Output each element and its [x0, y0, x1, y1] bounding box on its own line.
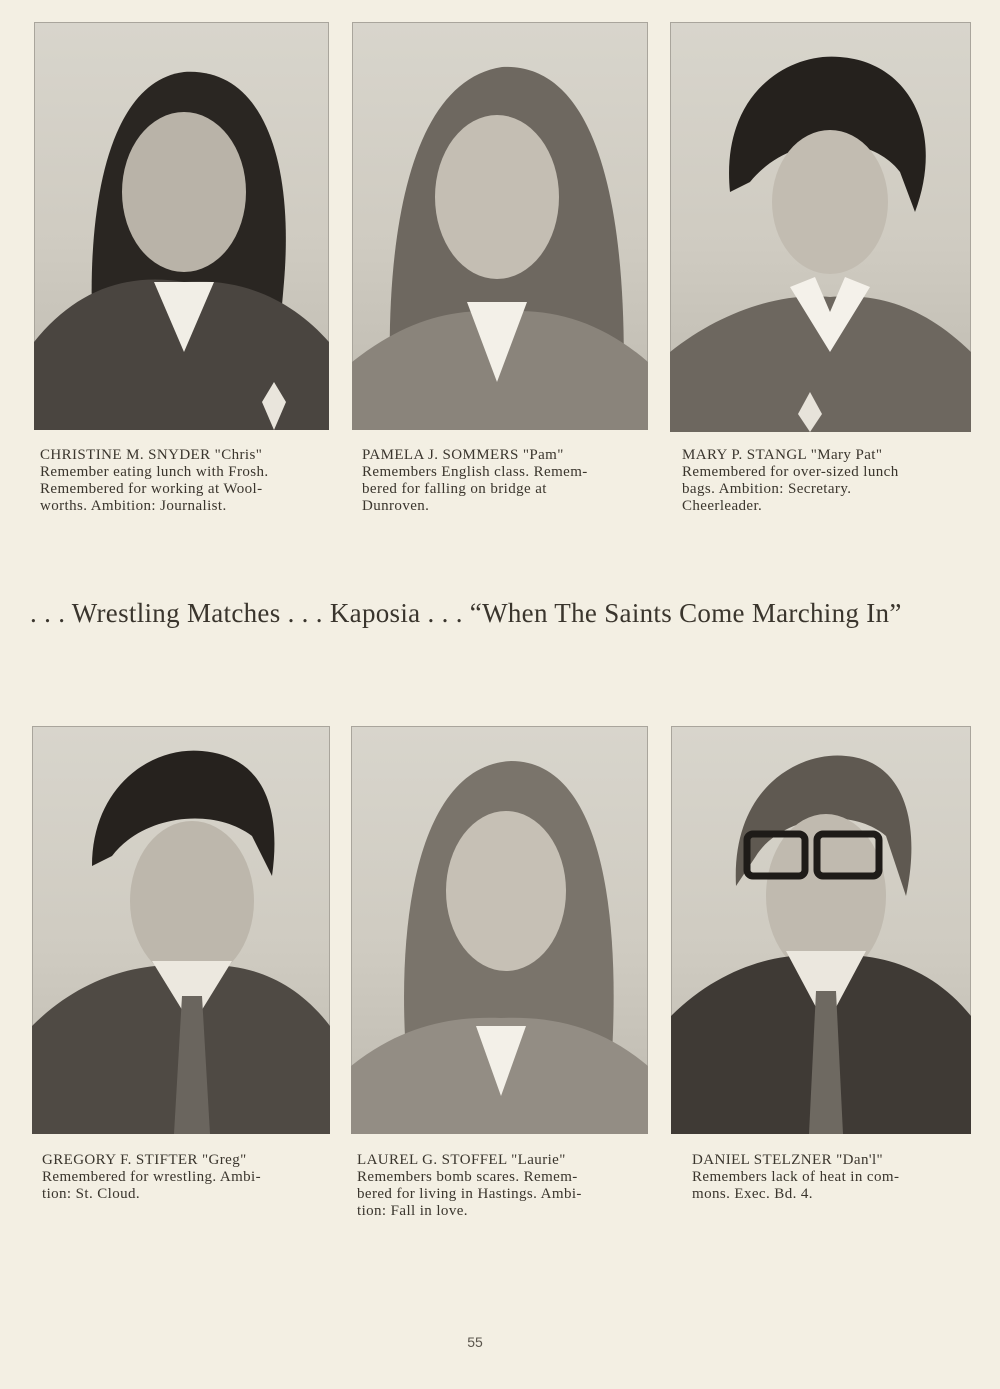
caption-line: mons. Exec. Bd. 4. [692, 1186, 813, 1202]
caption-line: tion: Fall in love. [357, 1203, 468, 1219]
student-name: CHRISTINE M. SNYDER "Chris" [40, 447, 263, 463]
caption-line: Dunroven. [362, 498, 430, 514]
portrait-photo-mary-stangl [670, 22, 971, 432]
caption-mary-stangl [682, 447, 982, 515]
caption-pamela-sommers [362, 447, 662, 515]
portrait-photo-christine-snyder [34, 22, 329, 430]
caption-laurel-stoffel [357, 1152, 657, 1220]
student-name: LAUREL G. STOFFEL "Laurie" [357, 1152, 566, 1168]
caption-line: Remembered for over-sized lunch [682, 464, 899, 480]
headline-quote: . . . Wrestling Matches . . . Kaposia . . . “When The Saints Come Marching In” [30, 598, 902, 628]
portrait-photo-gregory-stifter [32, 726, 330, 1134]
portrait-photo-laurel-stoffel [351, 726, 648, 1134]
caption-line: bered for falling on bridge at [362, 481, 547, 497]
caption-line: Remembers lack of heat in com- [692, 1169, 900, 1185]
student-name: MARY P. STANGL "Mary Pat" [682, 447, 883, 463]
caption-line: bags. Ambition: Secretary. [682, 481, 852, 497]
caption-line: tion: St. Cloud. [42, 1186, 141, 1202]
student-name: DANIEL STELZNER "Dan'l" [692, 1152, 884, 1168]
caption-line: Remembered for working at Wool- [40, 481, 263, 497]
caption-line: Remembered for wrestling. Ambi- [42, 1169, 262, 1185]
caption-gregory-stifter [42, 1152, 342, 1203]
student-name: PAMELA J. SOMMERS "Pam" [362, 447, 564, 463]
caption-daniel-stelzner [692, 1152, 992, 1203]
caption-line: bered for living in Hastings. Ambi- [357, 1186, 582, 1202]
caption-christine-snyder [40, 447, 340, 515]
portrait-photo-pamela-sommers [352, 22, 648, 430]
caption-line: Remembers English class. Remem- [362, 464, 588, 480]
caption-line: Cheerleader. [682, 498, 763, 514]
student-name: GREGORY F. STIFTER "Greg" [42, 1152, 247, 1168]
caption-line: worths. Ambition: Journalist. [40, 498, 227, 514]
caption-line: Remembers bomb scares. Remem- [357, 1169, 578, 1185]
page-number: 55 [467, 1334, 483, 1350]
portrait-photo-daniel-stelzner [671, 726, 971, 1134]
caption-line: Remember eating lunch with Frosh. [40, 464, 269, 480]
